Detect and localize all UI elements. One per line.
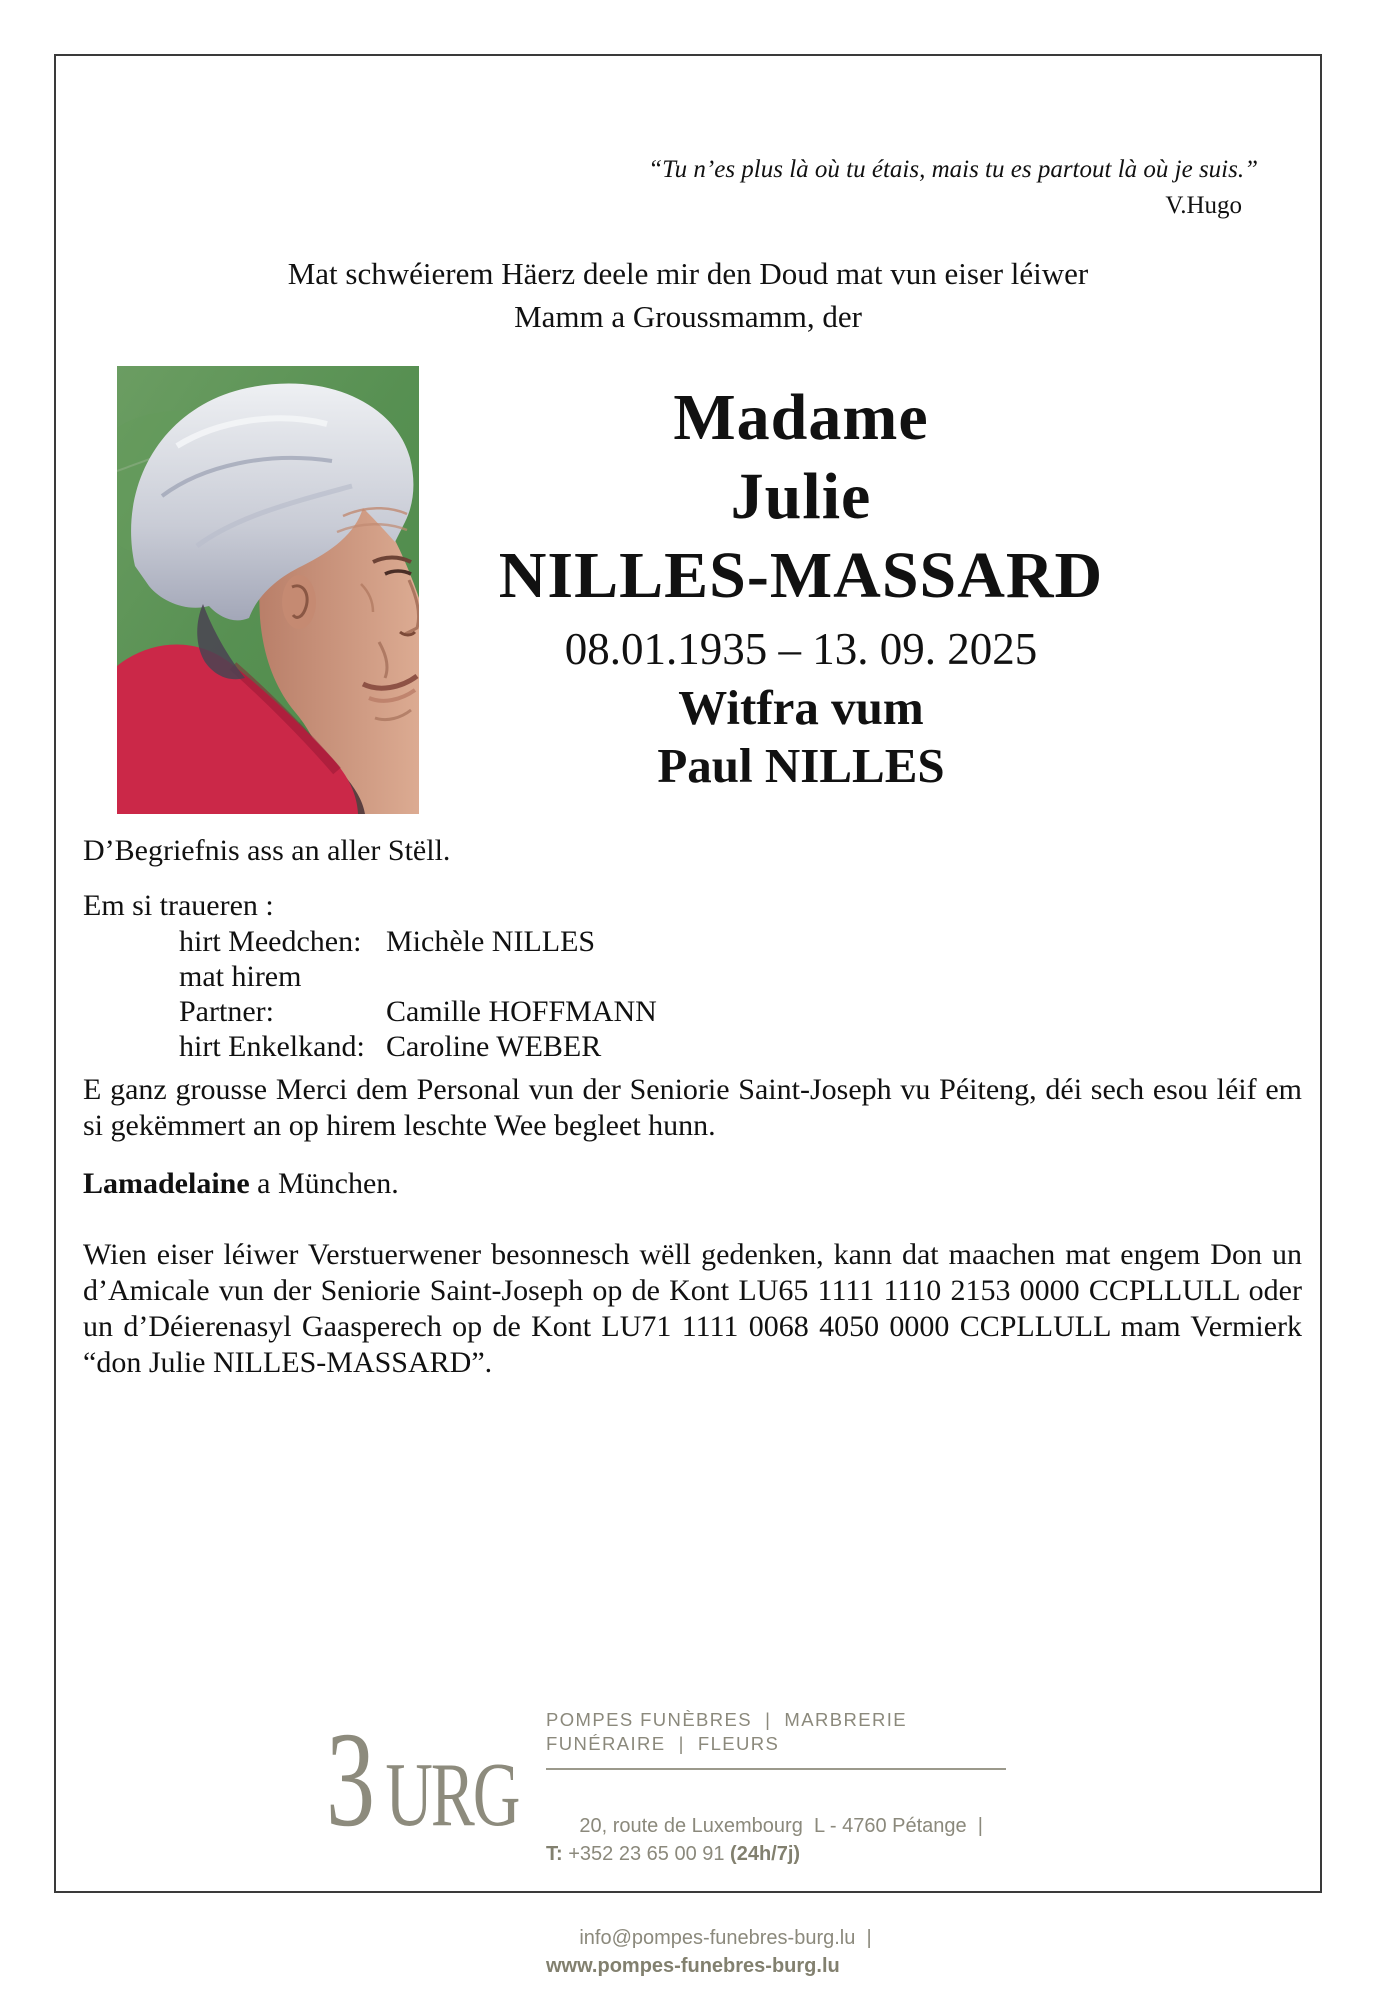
mourner-relation: hirt Enkelkand: — [179, 1030, 365, 1063]
mourner-relation: mat hirem Partner: — [179, 960, 302, 1028]
opening-hours: (24h/7j) — [730, 1843, 801, 1865]
mourner-name: Caroline WEBER — [386, 1030, 602, 1063]
burg-logo-initial: 3 — [326, 1712, 376, 1842]
intro-paragraph — [56, 252, 1320, 338]
donation-line-1: Wien eiser léiwer Verstuerwener besonnesch wëll gedenken, kann dat maachen mat engem Don un — [83, 1238, 1302, 1271]
donation-line-3: un d’Déierenasyl Gaasperech op de Kont LU71 1111 0068 4050 0000 CCPLLULL mam Vermierk — [83, 1310, 1302, 1343]
thanks-paragraph — [83, 1072, 1302, 1144]
thanks-line-1: E ganz grousse Merci dem Personal vun der Seniorie Saint-Joseph vu Péiteng, déi sech esou léif em — [83, 1073, 1302, 1106]
intro-line-1: Mat schwéierem Häerz deele mir den Doud mat vun eiser léiwer — [287, 256, 1089, 291]
contact-separator: | — [855, 1927, 883, 1949]
deceased-dates: 08.01.1935 – 13. 09. 2025 — [564, 624, 1038, 674]
mourner-relation: hirt Meedchen: — [179, 925, 362, 958]
funeral-home-contact-line — [546, 1896, 1008, 2008]
deceased-relation-line2: Paul NILLES — [657, 738, 945, 793]
deceased-last-name: NILLES-MASSARD — [498, 539, 1104, 612]
portrait-photo-illustration — [117, 366, 419, 814]
website-url: www.pompes-funebres-burg.lu — [546, 1955, 840, 1977]
mourner-row — [179, 1029, 657, 1064]
deceased-relation-line1: Witfra vum — [678, 680, 924, 735]
phone-label: T: — [546, 1843, 563, 1865]
funeral-home-address-line — [546, 1784, 1008, 1896]
page-border-frame — [54, 54, 1322, 1977]
mourners-heading: Em si traueren : — [83, 889, 274, 922]
deceased-title: Madame — [673, 381, 929, 454]
mourner-name: Camille HOFFMANN — [386, 995, 657, 1028]
burg-logo — [326, 1712, 526, 1847]
memorial-quote — [648, 154, 1258, 226]
phone-number: +352 23 65 00 91 — [562, 1843, 731, 1865]
quote-attribution: V.Hugo — [1165, 192, 1242, 219]
residence-place: Lamadelaine — [83, 1167, 250, 1200]
portrait-photo — [117, 366, 419, 814]
funeral-home-services: POMPES FUNÈBRES | MARBRERIE FUNÉRAIRE | FLEURS — [546, 1709, 914, 1754]
mourner-row — [179, 959, 657, 1029]
donation-paragraph — [83, 1237, 1302, 1381]
donation-line-2: d’Amicale vun der Seniorie Saint-Joseph op de Kont LU65 1111 1110 2153 0000 CCPLLULL oder — [83, 1274, 1302, 1307]
donation-line-4: “don Julie NILLES-MASSARD”. — [83, 1346, 493, 1379]
thanks-line-2: si gekëmmert an op hirem leschte Wee begleet hunn. — [83, 1109, 716, 1142]
address-text: 20, route de Luxembourg L - 4760 Pétange | — [579, 1815, 995, 1837]
footer-divider — [546, 1768, 1006, 1770]
deceased-first-name: Julie — [730, 460, 872, 533]
mourner-row — [179, 924, 657, 959]
residence-line — [83, 1166, 399, 1202]
mourner-name: Michèle NILLES — [386, 925, 596, 958]
burg-logo-graphic — [326, 1712, 526, 1842]
intro-line-2: Mamm a Groussmamm, der — [514, 299, 862, 334]
funeral-home-info — [546, 1708, 1008, 2008]
deceased-title-block — [396, 378, 1206, 795]
burg-logo-rest: URG — [385, 1744, 519, 1842]
mourners-section — [83, 888, 657, 1064]
quote-text: “Tu n’es plus là où tu étais, mais tu es partout là où je suis.” — [648, 156, 1258, 183]
email-address: info@pompes-funebres-burg.lu — [579, 1927, 856, 1949]
residence-rest: a München. — [249, 1167, 399, 1200]
funeral-announcement: D’Begriefnis ass an aller Stëll. — [83, 834, 451, 867]
